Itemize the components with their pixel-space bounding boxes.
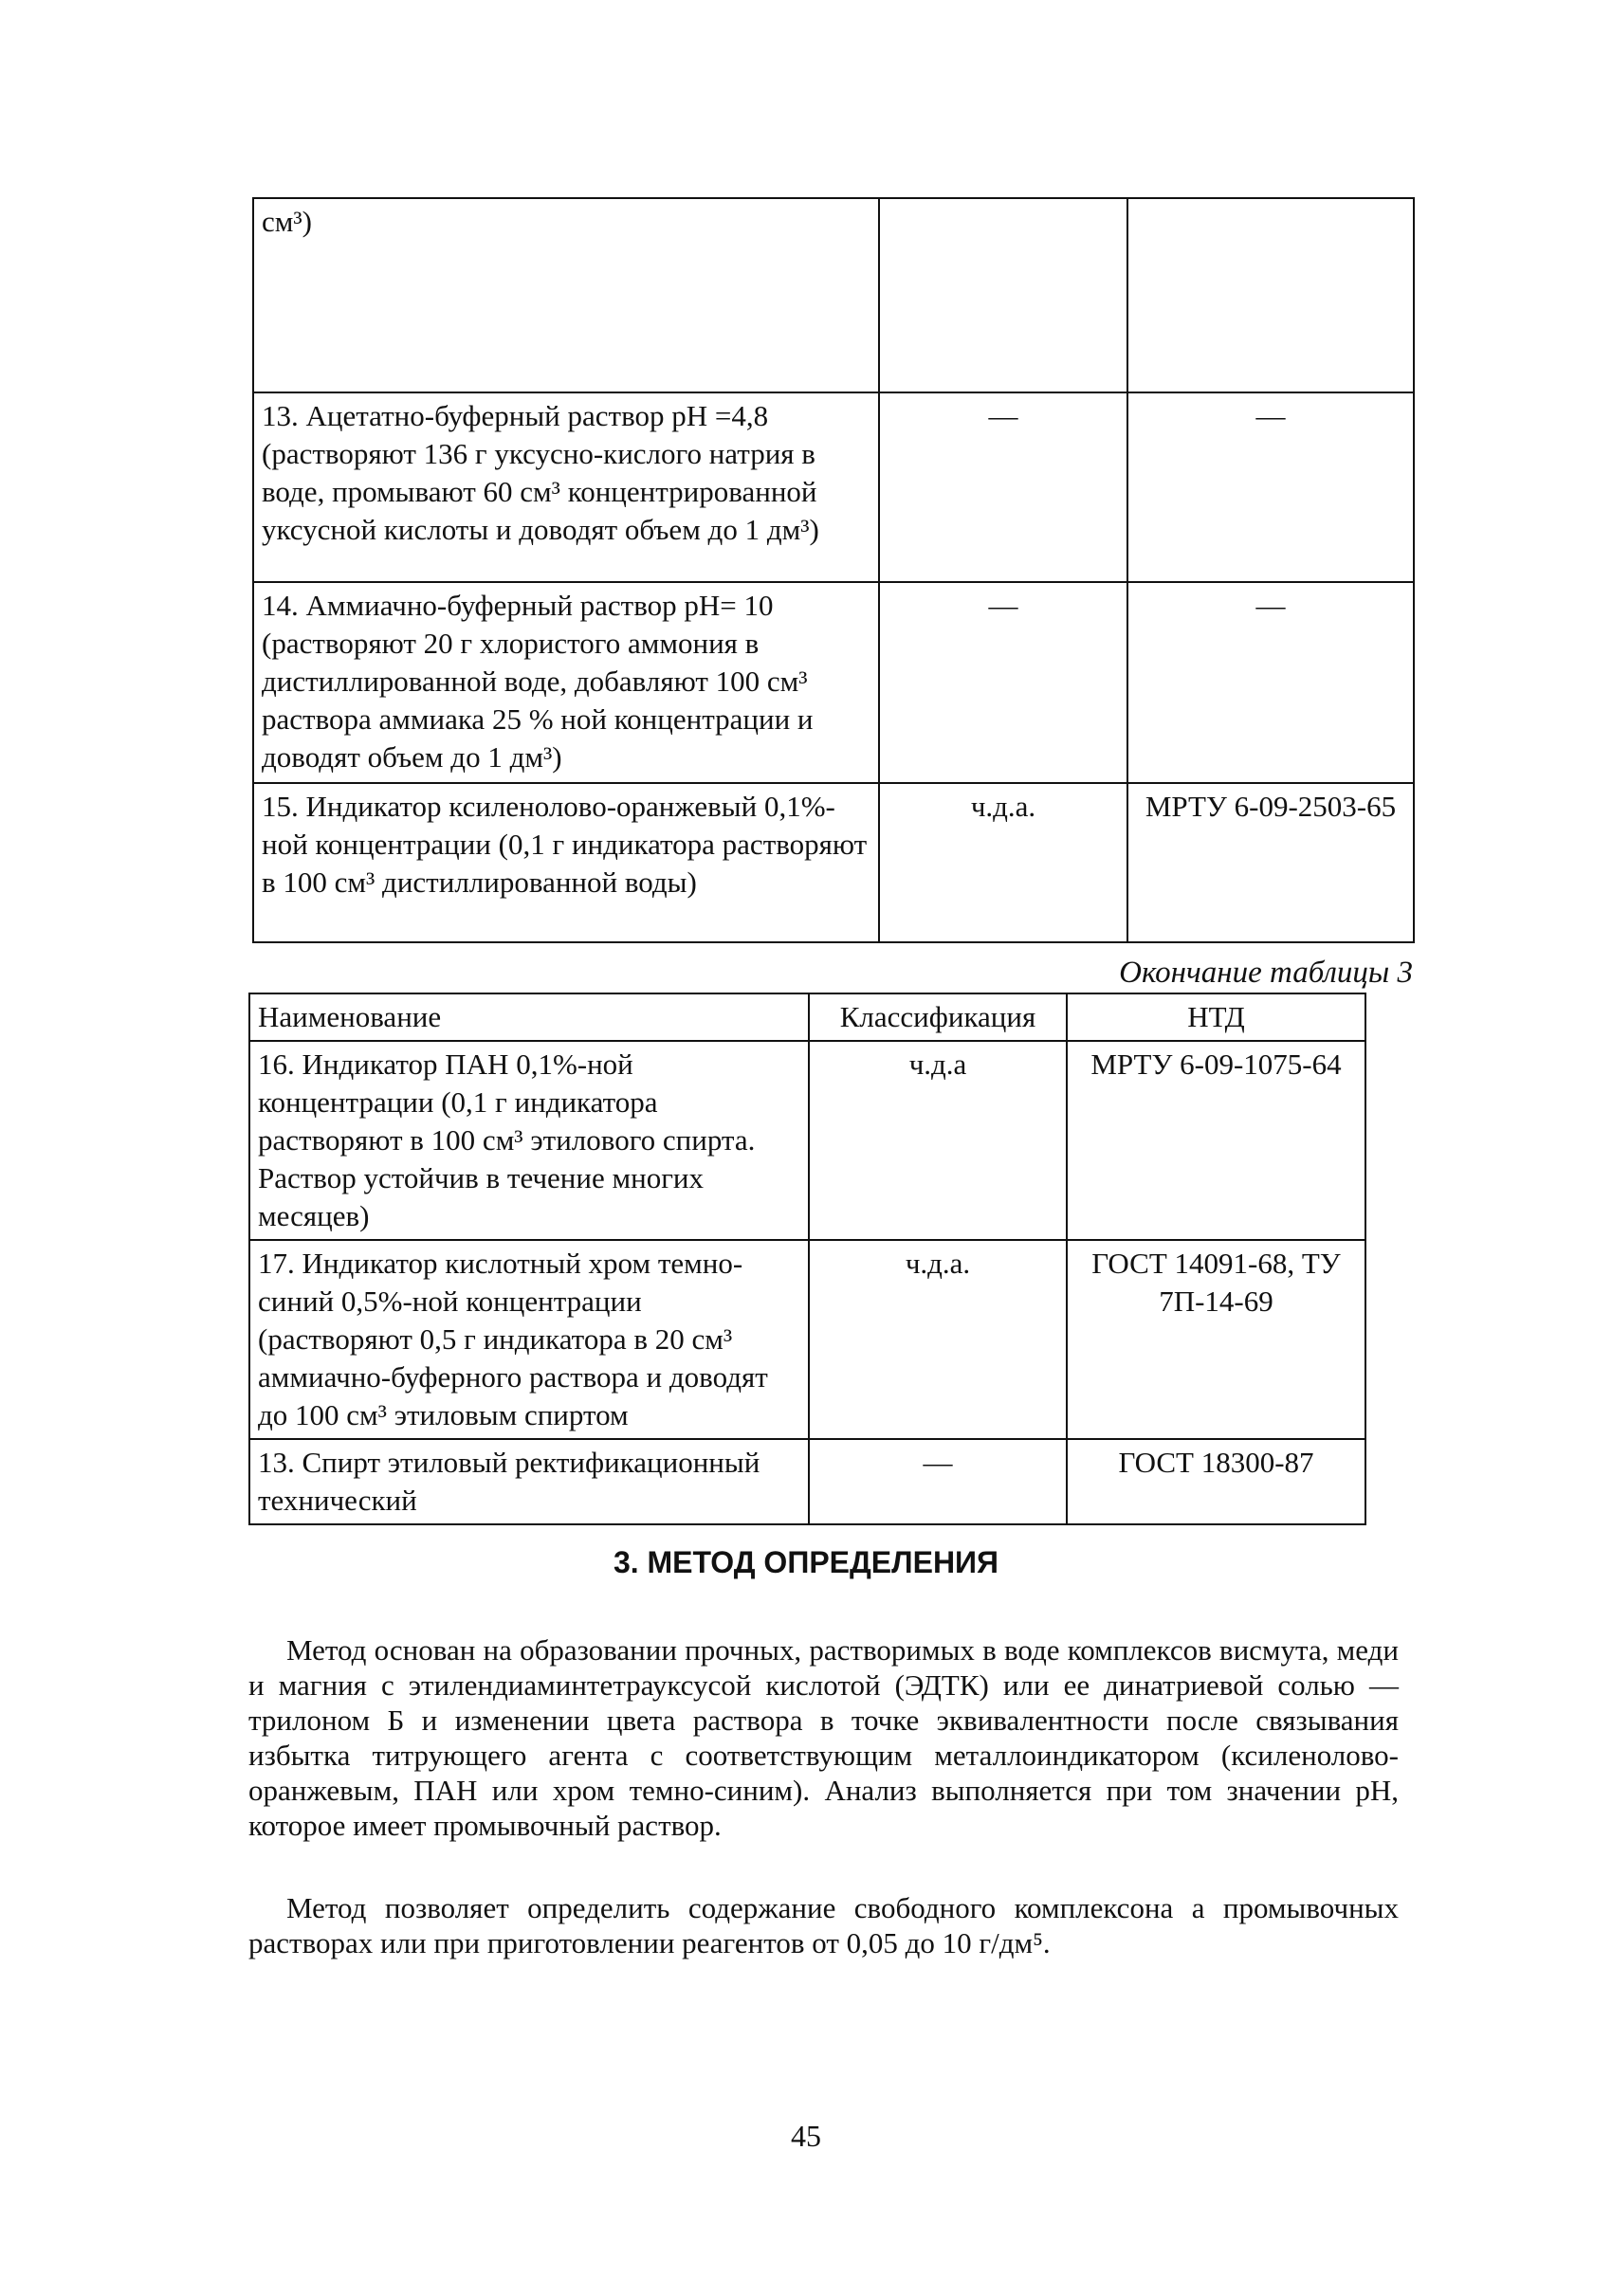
section-heading: 3. МЕТОД ОПРЕДЕЛЕНИЯ: [613, 1545, 999, 1579]
reagent-name-cell: 13. Ацетатно-буферный раствор pH =4,8 (растворяют 136 г уксусно-кислого натрия в воде, промывают 60 см³ концентрированной уксусной кислоты и доводят объем до 1 дм³): [253, 392, 879, 582]
classification-cell: ч.д.а: [809, 1041, 1067, 1240]
method-paragraph-1: Метод основан на образовании прочных, растворимых в воде комплексов висмута, меди и магния с этилендиаминтетрауксусой кислотой (ЭДТК) или ее динатриевой солью — трилоном Б и изменении цвета раствора в точке эквивалентности после связывания избытка титрующего агента с соответствующим металлоиндикатором (ксиленолово-оранжевым, ПАН или хром темно-синим). Анализ выполняется при том значении pH, которое имеет промывочный раствор.: [248, 1633, 1399, 1842]
ntd-cell: МРТУ 6-09-1075-64: [1067, 1041, 1365, 1240]
reagents-table-part2: [248, 993, 1366, 1525]
ntd-cell: ГОСТ 14091-68, ТУ 7П-14-69: [1067, 1240, 1365, 1439]
reagent-name-cell: см³): [253, 198, 879, 392]
classification-cell: [879, 198, 1127, 392]
method-paragraph-2: Метод позволяет определить содержание свободного комплексона а промывочных растворах или при приготовлении реагентов от 0,05 до 10 г/дм⁵.: [248, 1891, 1399, 1959]
reagent-name-cell: 15. Индикатор ксиленолово-оранжевый 0,1%-ной концентрации (0,1 г индикатора растворяют в 100 см³ дистиллированной воды): [253, 783, 879, 942]
table-row: [249, 1240, 1365, 1439]
ntd-cell: ГОСТ 18300-87: [1067, 1439, 1365, 1524]
ntd-cell: [1127, 198, 1414, 392]
table-row: [253, 198, 1414, 392]
classification-cell: —: [879, 582, 1127, 783]
reagent-name-cell: 13. Спирт этиловый ректификационный технический: [249, 1439, 809, 1524]
ntd-cell: —: [1127, 392, 1414, 582]
classification-cell: —: [879, 392, 1127, 582]
column-header-name: Наименование: [249, 993, 809, 1041]
table-row: [253, 392, 1414, 582]
table-continuation-label: Окончание таблицы 3: [1119, 956, 1413, 990]
classification-cell: ч.д.а.: [879, 783, 1127, 942]
ntd-cell: —: [1127, 582, 1414, 783]
column-header-ntd: НТД: [1067, 993, 1365, 1041]
ntd-cell: МРТУ 6-09-2503-65: [1127, 783, 1414, 942]
page-number: 45: [791, 2119, 821, 2153]
column-header-classification: Классификация: [809, 993, 1067, 1041]
classification-cell: —: [809, 1439, 1067, 1524]
table-row: [253, 783, 1414, 942]
table-row: [253, 582, 1414, 783]
reagent-name-cell: 14. Аммиачно-буферный раствор pH= 10 (растворяют 20 г хлористого аммония в дистиллированной воде, добавляют 100 см³ раствора аммиака 25 % ной концентрации и доводят объем до 1 дм³): [253, 582, 879, 783]
reagent-name-cell: 17. Индикатор кислотный хром темно-синий 0,5%-ной концентрации (растворяют 0,5 г индикатора в 20 см³ аммиачно-буферного раствора и доводят до 100 см³ этиловым спиртом: [249, 1240, 809, 1439]
classification-cell: ч.д.а.: [809, 1240, 1067, 1439]
reagent-name-cell: 16. Индикатор ПАН 0,1%-ной концентрации (0,1 г индикатора растворяют в 100 см³ этилового спирта. Раствор устойчив в течение многих месяцев): [249, 1041, 809, 1240]
table-row: [249, 1041, 1365, 1240]
table-header-row: [249, 993, 1365, 1041]
table-row: [249, 1439, 1365, 1524]
reagents-table-part1: [252, 197, 1415, 943]
